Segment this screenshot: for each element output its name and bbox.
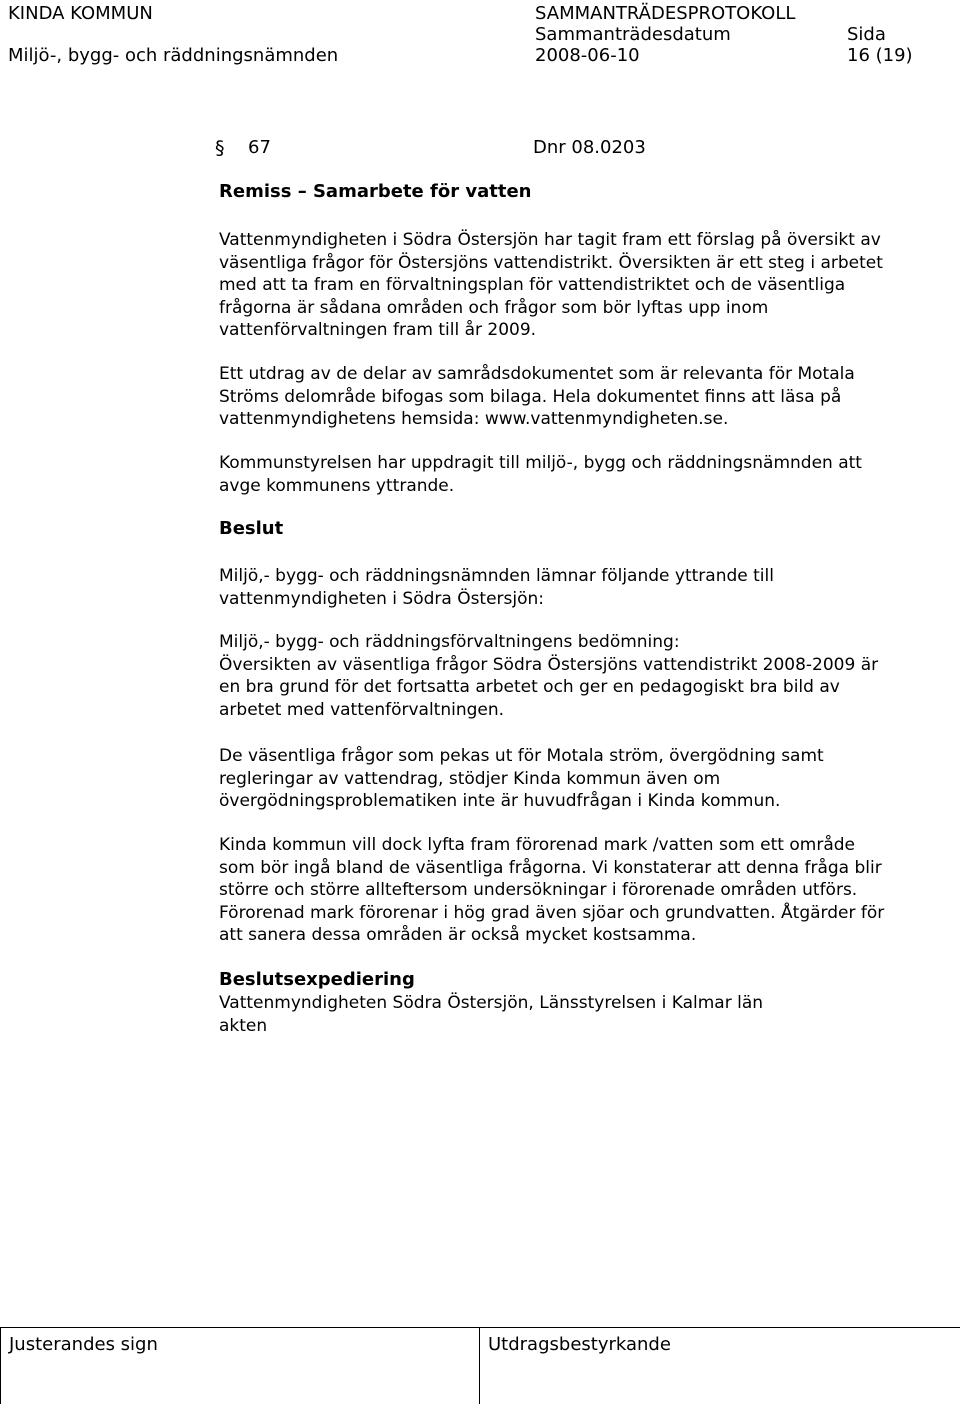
meeting-date: 2008-06-10 — [535, 45, 640, 66]
text-line: Översikten av väsentliga frågor Södra Östersjöns vattendistrikt 2008-2009 är — [219, 654, 879, 675]
signature-label: Justerandes sign — [9, 1334, 158, 1355]
text-line: Miljö,- bygg- och räddningsnämnden lämnar följande yttrande till — [219, 566, 774, 586]
org-name: KINDA KOMMUN — [8, 3, 153, 24]
text-line: med att ta fram en förvaltningsplan för vattendistriktet och de väsentliga — [219, 275, 846, 295]
page-number: 16 (19) — [847, 45, 913, 66]
text-line: De väsentliga frågor som pekas ut för Motala ström, övergödning samt — [219, 746, 824, 766]
text-line: vattenmyndighetens hemsida: www.vattenmyndigheten.se. — [219, 409, 729, 429]
decision-paragraph-issues — [219, 745, 955, 813]
decision-paragraph-assessment — [219, 631, 955, 721]
text-line: avge kommunens yttrande. — [219, 475, 455, 496]
document-type: SAMMANTRÄDESPROTOKOLL — [535, 3, 796, 24]
text-line: Förorenad mark förorenar i hög grad även sjöar och grundvatten. Åtgärder för — [219, 902, 885, 923]
date-label: Sammanträdesdatum — [535, 24, 731, 45]
text-line: Ett utdrag av de delar av samrådsdokumentet som är relevanta för Motala — [219, 364, 855, 384]
text-line: Vattenmyndigheten Södra Östersjön, Länsstyrelsen i Kalmar län — [219, 993, 764, 1013]
item-title: Remiss – Samarbete för vatten — [219, 181, 532, 202]
text-line: frågorna är sådana områden och frågor som bör lyftas upp inom — [219, 297, 769, 318]
text-line: Kinda kommun vill dock lyfta fram förorenad mark /vatten som ett område — [219, 835, 855, 855]
dispatch-recipients — [219, 992, 955, 1037]
text-line: väsentliga frågor för Östersjöns vattendistrikt. Översikten är ett steg i arbetet — [219, 252, 883, 273]
decision-paragraph-contamination — [219, 834, 955, 947]
certification-label: Utdragsbestyrkande — [488, 1334, 671, 1355]
certification-box — [479, 1327, 960, 1404]
text-line: att sanera dessa områden är också mycket kostsamma. — [219, 925, 697, 945]
text-line: Vattenmyndigheten i Södra Östersjön har tagit fram ett förslag på översikt av — [219, 230, 881, 250]
page-label: Sida — [847, 24, 886, 45]
text-line: regleringar av vattendrag, stödjer Kinda kommun även om — [219, 768, 721, 789]
dispatch-heading: Beslutsexpediering — [219, 969, 415, 990]
text-line: Kommunstyrelsen har uppdragit till miljö-, bygg och räddningsnämnden att — [219, 453, 862, 473]
decision-heading: Beslut — [219, 518, 284, 539]
text-line: Miljö,- bygg- och räddningsförvaltningens bedömning: — [219, 632, 680, 652]
paragraph-assignment — [219, 452, 955, 497]
text-line: vattenförvaltningen fram till år 2009. — [219, 320, 537, 340]
text-line: Ströms delområde bifogas som bilaga. Hela dokumentet finns att läsa på — [219, 386, 842, 407]
signature-box — [0, 1327, 480, 1404]
text-line: större och större allteftersom undersökningar i förorenade områden utförs. — [219, 880, 858, 900]
text-line: arbetet med vattenförvaltningen. — [219, 699, 505, 720]
diary-number: Dnr 08.0203 — [533, 137, 646, 158]
item-number: 67 — [248, 137, 271, 158]
text-line: akten — [219, 1015, 268, 1036]
decision-paragraph-intro — [219, 565, 955, 610]
section-sign: § — [215, 137, 225, 159]
text-line: som bör ingå bland de väsentliga frågorna. Vi konstaterar att denna fråga blir — [219, 857, 882, 878]
text-line: vattenmyndigheten i Södra Östersjön: — [219, 588, 545, 609]
text-line: övergödningsproblematiken inte är huvudfrågan i Kinda kommun. — [219, 791, 781, 811]
paragraph-background — [219, 229, 955, 342]
committee-name: Miljö-, bygg- och räddningsnämnden — [8, 45, 339, 66]
paragraph-excerpt — [219, 363, 955, 431]
text-line: en bra grund för det fortsatta arbetet och ger en pedagogiskt bra bild av — [219, 677, 840, 697]
